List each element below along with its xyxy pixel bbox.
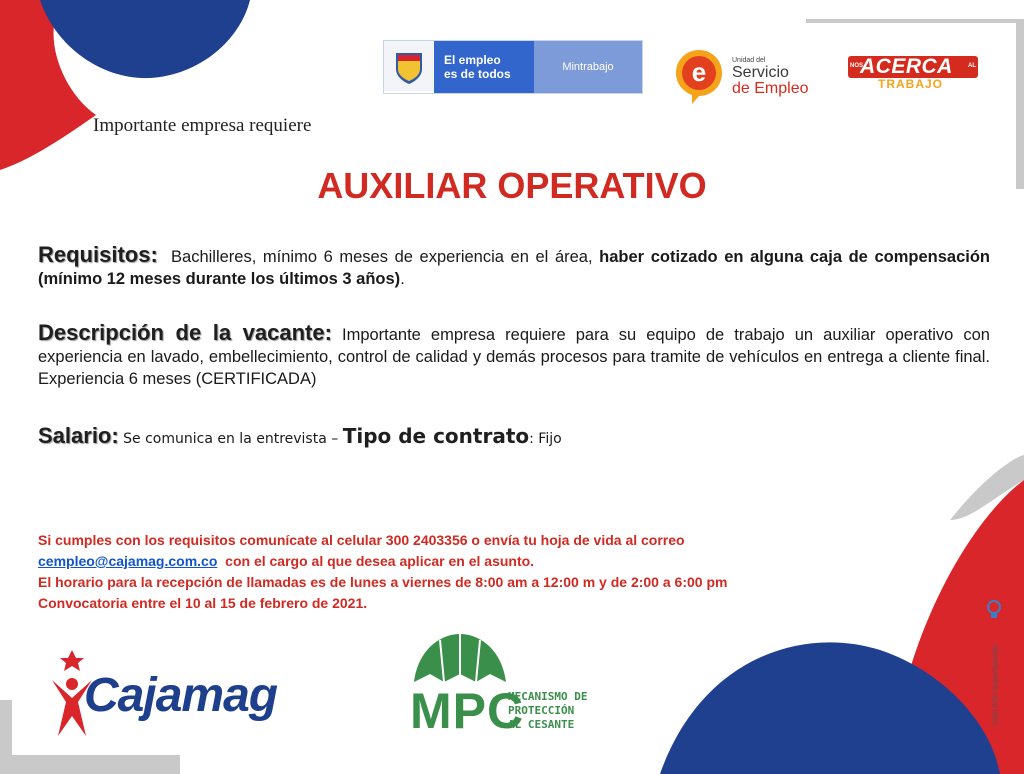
mpc-letters: MPC [410, 683, 525, 739]
page-title: AUXILIAR OPERATIVO [317, 165, 707, 206]
acerca-word: ACERCA [860, 55, 953, 78]
colombia-emblem-icon [384, 41, 434, 91]
vigilado-text: VIGILADO SuperSubsidio [992, 644, 1000, 726]
requisitos-label: Requisitos [38, 242, 151, 267]
mpc-text [508, 690, 587, 732]
servicio-line2: de Empleo [732, 80, 809, 97]
servicio-empleo-logo [674, 47, 834, 107]
acerca-al-text: AL [968, 63, 976, 69]
servicio-line1: Servicio [732, 64, 789, 81]
umbrella-icon [410, 630, 510, 686]
contact-line2-rest: con el cargo al que desea aplicar en el asunto. [225, 553, 535, 569]
salario-text: Se comunica en la entrevista – [123, 431, 339, 447]
top-left-blue-shape [40, 0, 250, 78]
top-right-gray-line [806, 19, 1024, 23]
servicio-small-text: Unidad del [732, 57, 766, 64]
requisitos-text: Bachilleres, mínimo 6 meses de experiencia en el área, [171, 248, 593, 266]
svg-text:e: e [691, 57, 707, 87]
contact-line3: El horario para la recepción de llamadas es de lunes a viernes de 8:00 am a 12:00 m y de 2:00 a 6:00 pm [38, 574, 728, 590]
gov-slogan-line2: es de todos [444, 67, 511, 81]
mpc-line3: AL CESANTE [508, 718, 575, 731]
left-gray-bar [0, 700, 12, 755]
vigilado-badge [984, 600, 1004, 726]
gov-slogan-line1: El empleo [444, 53, 501, 67]
contact-info [38, 530, 858, 614]
cajamag-word: Cajamag [84, 669, 278, 722]
acerca-trabajo-logo [848, 56, 978, 96]
mpc-line2: PROTECCIÓN [508, 704, 575, 717]
requisitos-section: Requisitos: Bachilleres, mínimo 6 meses de experiencia en el área, haber cotizado en alguna caja de compensación (mínimo 12 meses durante los últimos 3 años). [38, 242, 990, 288]
descripcion-text: Importante empresa requiere para su equipo de trabajo un auxiliar operativo con experiencia en lavado, embellecimiento, control de calidad y demás procesos para tramite de vehículos en entrega a cliente final. Experiencia 6 meses (CERTIFICADA) [38, 326, 990, 388]
mpc-line1: MECANISMO DE [508, 690, 588, 703]
salario-section: Salario: Se comunica en la entrevista – Tipo de contrato: Fijo [38, 423, 562, 448]
requisitos-bold-text: haber cotizado en alguna caja de compensación (mínimo 12 meses durante los últimos 3 años) [38, 248, 990, 288]
gov-slogan [434, 41, 534, 93]
mpc-logo [404, 630, 604, 750]
contact-line4: Convocatoria entre el 10 al 15 de febrero de 2021. [38, 595, 368, 611]
contact-line2 [38, 551, 858, 572]
bottom-left-gray-bar [0, 755, 180, 774]
acerca-nos-text: NOS [850, 63, 864, 69]
descripcion-section [38, 322, 990, 390]
contact-line1: Si cumples con los requisitos comunícate al celular 300 2403356 o envía tu hoja de vida al correo [38, 532, 685, 548]
tipo-contrato-label: Tipo de contrato [342, 424, 530, 448]
servicio-e-icon [674, 48, 724, 106]
tipo-contrato-value: Fijo [538, 431, 562, 447]
right-gray-line [1016, 19, 1024, 189]
salario-label: Salario [38, 423, 112, 448]
intro-text: Importante empresa requiere [93, 115, 312, 136]
acerca-trabajo-text: TRABAJO [878, 77, 944, 91]
gov-logo [383, 40, 643, 94]
descripcion-label: Descripción de la vacante: [38, 320, 332, 345]
email-link[interactable]: cempleo@cajamag.com.co [38, 553, 218, 569]
cajamag-logo [42, 640, 322, 740]
requisitos-end: . [400, 270, 405, 288]
mintrabajo-label: Mintrabajo [534, 41, 642, 93]
